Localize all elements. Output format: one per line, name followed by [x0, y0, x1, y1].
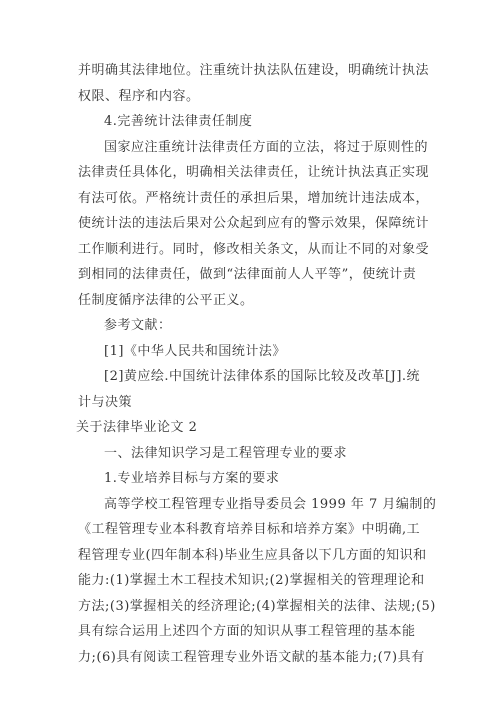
paper-title: 关于法律毕业论文 2 [76, 420, 198, 435]
paragraph-start: 国家应注重统计法律责任方面的立法，将过于原则性的 [104, 139, 429, 155]
text-line: 方法;(3)掌握相关的经济理论;(4)掌握相关的法律、法规;(5) [78, 598, 436, 614]
text-line: 计与决策 [78, 394, 133, 410]
text-line: 《工程管理专业本科教育培养目标和培养方案》中明确,工 [78, 522, 421, 537]
text-line: 有法可依。严格统计责任的承担后果，增加统计违法成本， [78, 190, 430, 206]
text-line: 任制度循序法律的公平正义。 [78, 292, 254, 308]
text-line: 力;(6)具有阅读工程管理专业外语文献的基本能力;(7)具有 [78, 649, 425, 665]
paragraph-start: 高等学校工程管理专业指导委员会 1999 年 7 月编制的 [104, 496, 437, 512]
reference-item: [1]《中华人民共和国统计法》 [104, 343, 286, 359]
subsection-heading: 1.专业培养目标与方案的要求 [104, 471, 280, 486]
text-line: 到相同的法律责任，做到“法律面前人人平等”，使统计责 [78, 267, 417, 282]
reference-item: [2]黄应绘.中国统计法律体系的国际比较及改革[J].统 [104, 369, 421, 384]
text-line: 程管理专业(四年制本科)毕业生应具备以下几方面的知识和 [78, 547, 427, 563]
text-line: 工作顺利进行。同时，修改相关条文，从而让不同的对象受 [78, 241, 430, 257]
text-line: 并明确其法律地位。注重统计执法队伍建设，明确统计执法 [78, 63, 430, 78]
references-heading: 参考文献： [104, 318, 172, 333]
text-line: 法律责任具体化，明确相关法律责任，让统计执法真正实现 [78, 165, 430, 180]
text-line: 使统计法的违法后果对公众起到应有的警示效果，保障统计 [78, 216, 430, 231]
text-line: 具有综合运用上述四个方面的知识从事工程管理的基本能 [78, 624, 416, 639]
text-line: 能力:(1)掌握土木工程技术知识;(2)掌握相关的管理理论和 [78, 573, 425, 588]
section-heading: 一、法律知识学习是工程管理专业的要求 [104, 445, 348, 461]
section-heading: 4.完善统计法律责任制度 [104, 114, 253, 129]
text-line: 权限、程序和内容。 [78, 88, 200, 104]
